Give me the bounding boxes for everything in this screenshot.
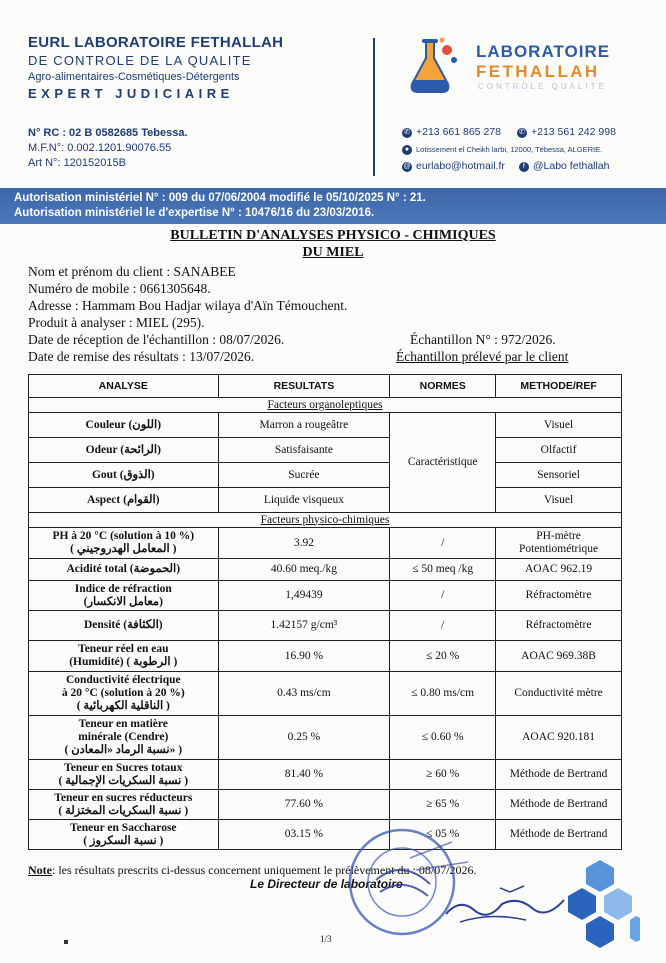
norm-cell: ≤ 05 % <box>390 820 496 850</box>
table-row <box>29 790 622 820</box>
header-normes: NORMES <box>390 375 496 398</box>
table-row <box>29 559 622 581</box>
table-row <box>29 581 622 611</box>
phone1: +213 661 865 278 <box>416 126 501 138</box>
logo-text <box>476 42 610 82</box>
table-header-row <box>29 375 622 398</box>
report-title: BULLETIN D'ANALYSES PHYSICO - CHIMIQUES <box>170 228 496 243</box>
method-cell: Méthode de Bertrand <box>496 790 622 820</box>
analyse-cell: Indice de réfraction (معامل الانكسار) <box>29 581 219 611</box>
analyse-cell: Densité (الكثافة) <box>29 611 219 641</box>
table-row <box>29 488 622 513</box>
client-name: Nom et prénom du client : SANABEE <box>28 264 236 279</box>
page-number: 1/3 <box>320 934 332 944</box>
analyse-cell: Odeur (الرائحة) <box>29 438 219 463</box>
company-subtitle: DE CONTROLE DE LA QUALITE <box>28 53 252 68</box>
result-cell: 77.60 % <box>218 790 390 820</box>
registration-info <box>28 126 188 171</box>
authorization-banner <box>0 188 666 224</box>
result-cell: 81.40 % <box>218 760 390 790</box>
header-analyse: ANALYSE <box>29 375 219 398</box>
result-cell: 0.25 % <box>218 716 390 760</box>
result-cell: 40.60 meq./kg <box>218 559 390 581</box>
method-cell: Réfractomètre <box>496 611 622 641</box>
address-text: Lotissement el Cheikh larbi, 12000, Tébessa, ALGERIE. <box>416 145 603 154</box>
analyse-cell: Aspect (القوام) <box>29 488 219 513</box>
analyse-cell: PH à 20 °C (solution à 10 %) ( المعامل الهدروجيني ) <box>29 528 219 559</box>
norm-cell: ≤ 50 meq /kg <box>390 559 496 581</box>
analyse-cell: Couleur (اللون) <box>29 413 219 438</box>
report-subtitle: DU MIEL <box>302 245 364 260</box>
method-cell: AOAC 920.181 <box>496 716 622 760</box>
norm-cell: Caractéristique <box>390 413 496 513</box>
art-number: Art N°: 120152015B <box>28 157 126 169</box>
norm-cell: / <box>390 581 496 611</box>
facebook-text: @Labo fethallah <box>532 160 610 172</box>
rc-number: N° RC : 02 B 0582685 Tebessa. <box>28 127 188 139</box>
table-row <box>29 438 622 463</box>
header-resultats: RESULTATS <box>218 375 390 398</box>
facebook-icon: f <box>519 162 529 172</box>
section-physico-chemical: Facteurs physico-chimiques <box>29 513 622 528</box>
logo-line1: LABORATOIRE <box>476 42 611 61</box>
client-address: Adresse : Hammam Bou Hadjar wilaya d'Aïn Témouchent. <box>28 298 348 313</box>
results-table <box>28 374 622 850</box>
table-row <box>29 463 622 488</box>
method-cell: PH-mètre Potentiométrique <box>496 528 622 559</box>
result-cell: 16.90 % <box>218 641 390 672</box>
analyse-cell: Conductivité électrique à 20 °C (solution à 20 %) ( الناقلية الكهربائية ) <box>29 672 219 716</box>
table-row <box>29 641 622 672</box>
company-name: EURL LABORATOIRE FETHALLAH <box>28 34 284 51</box>
company-expert: EXPERT JUDICIAIRE <box>28 86 234 101</box>
norm-cell: / <box>390 528 496 559</box>
method-cell: AOAC 969.38B <box>496 641 622 672</box>
section-organoleptic: Facteurs organoleptiques <box>29 398 622 413</box>
table-row <box>29 820 622 850</box>
result-cell: Sucrée <box>218 463 390 488</box>
analyse-cell: Teneur en Saccharose ( نسبة السكروز ) <box>29 820 219 850</box>
director-signature-label: Le Directeur de laboratoire <box>250 877 403 891</box>
phone2: +213 561 242 998 <box>530 126 616 138</box>
director-signature-icon <box>440 870 570 930</box>
header-methode: METHODE/REF <box>496 375 622 398</box>
logo-line2: FETHALLAH <box>476 62 600 81</box>
company-activities: Agro-alimentaires-Cosmétiques-Détergents <box>28 71 240 83</box>
analyse-cell: Teneur en Sucres totaux ( نسبة السكريات الإجمالية ) <box>29 760 219 790</box>
method-cell: Olfactif <box>496 438 622 463</box>
analyse-cell: Teneur en matière minérale (Cendre) ( نسبة الرماد «المعادن» ) <box>29 716 219 760</box>
result-cell: Liquide visqueux <box>218 488 390 513</box>
product: Produit à analyser : MIEL (295). <box>28 315 205 330</box>
authorization-line2: Autorisation ministériel le d'expertise N° : 10476/16 du 23/03/2016. <box>14 207 375 219</box>
result-cell: Marron a rougeâtre <box>218 413 390 438</box>
norm-cell: / <box>390 611 496 641</box>
hexagon-decoration-icon <box>560 858 640 948</box>
delivery-date: Date de remise des résultats : 13/07/2026. <box>28 349 255 364</box>
phone-icon: ✆ <box>402 128 412 138</box>
reception-date: Date de réception de l'échantillon : 08/07/2026. <box>28 332 285 347</box>
analyse-cell: Teneur réel en eau (Humidité) ( الرطوبة ) <box>29 641 219 672</box>
sample-number: Échantillon N° : 972/2026. <box>410 332 556 347</box>
norm-cell: ≤ 0.60 % <box>390 716 496 760</box>
logo-tagline: CONTROLE QUALITE <box>478 82 607 91</box>
method-cell: Visuel <box>496 488 622 513</box>
method-cell: Méthode de Bertrand <box>496 820 622 850</box>
table-row <box>29 716 622 760</box>
lab-flask-logo-icon <box>402 36 464 98</box>
note-label: Note <box>28 863 52 877</box>
result-cell: Satisfaisante <box>218 438 390 463</box>
table-row <box>29 413 622 438</box>
norm-cell: ≥ 60 % <box>390 760 496 790</box>
authorization-line1: Autorisation ministériel N° : 009 du 07/06/2004 modifié le 05/10/2025 N° : 21. <box>14 192 426 204</box>
company-header <box>28 34 358 101</box>
result-cell: 1,49439 <box>218 581 390 611</box>
mf-number: M.F.N°: 0.002.1201.90076.55 <box>28 142 172 154</box>
location-icon: ● <box>402 145 412 155</box>
method-cell: AOAC 962.19 <box>496 559 622 581</box>
result-cell: 1.42157 g/cm³ <box>218 611 390 641</box>
result-cell: 3.92 <box>218 528 390 559</box>
sampled-by: Échantillon prélevé par le client <box>396 349 569 364</box>
norm-cell: ≤ 20 % <box>390 641 496 672</box>
contact-info <box>402 124 616 175</box>
result-cell: 0.43 ms/cm <box>218 672 390 716</box>
header-divider <box>373 38 375 176</box>
table-row <box>29 760 622 790</box>
email-text: eurlabo@hotmail.fr <box>416 160 505 172</box>
method-cell: Conductivité mètre <box>496 672 622 716</box>
norm-cell: ≥ 65 % <box>390 790 496 820</box>
table-row <box>29 672 622 716</box>
phone-icon: ✆ <box>517 128 527 138</box>
analyse-cell: Gout (الذوق) <box>29 463 219 488</box>
analyse-cell: Acidité total (الحموضة) <box>29 559 219 581</box>
margin-mark <box>64 940 68 944</box>
table-row <box>29 528 622 559</box>
table-row <box>29 611 622 641</box>
method-cell: Méthode de Bertrand <box>496 760 622 790</box>
method-cell: Visuel <box>496 413 622 438</box>
method-cell: Sensoriel <box>496 463 622 488</box>
analyse-cell: Teneur en sucres réducteurs ( نسبة السكريات المختزلة ) <box>29 790 219 820</box>
email-icon: @ <box>403 162 411 170</box>
result-cell: 03.15 % <box>218 820 390 850</box>
method-cell: Réfractomètre <box>496 581 622 611</box>
norm-cell: ≤ 0.80 ms/cm <box>390 672 496 716</box>
client-mobile: Numéro de mobile : 0661305648. <box>28 281 211 296</box>
note-text: : les résultats prescrits ci-dessus concernent uniquement le prélèvement du : 08/07/2026. <box>52 863 477 877</box>
